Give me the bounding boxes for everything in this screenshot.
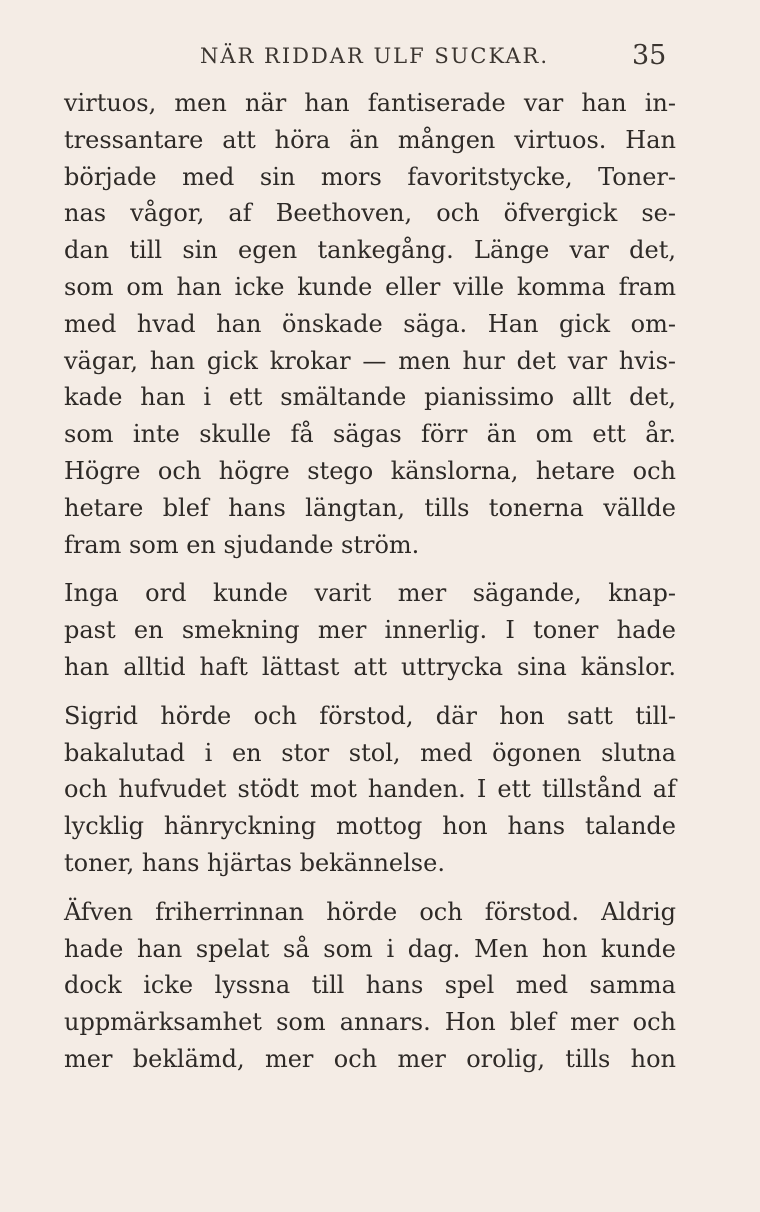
text-line: virtuos, men när han fantiserade var han in-	[64, 89, 676, 117]
text-line: tressantare att höra än mången virtuos. Han	[64, 125, 676, 154]
text-line: med hvad han önskade säga. Han gick om-	[64, 309, 676, 338]
text-line: han alltid haft lättast att uttrycka sina känslor.	[64, 652, 676, 681]
text-line: hetare blef hans längtan, tills tonerna vällde	[64, 493, 676, 522]
text-line: dan till sin egen tankegång. Länge var det,	[64, 236, 676, 265]
text-line: Inga ord kunde varit mer sägande, knap-	[64, 579, 676, 608]
text-line: lycklig hänryckning mottog hon hans talande	[64, 812, 676, 841]
text-line: nas vågor, af Beethoven, och öfvergick se-	[64, 199, 676, 228]
text-line: mer beklämd, mer och mer orolig, tills hon	[64, 1044, 676, 1073]
paragraph-gap	[64, 686, 676, 698]
text-line: och hufvudet stödt mot handen. I ett tillstånd af	[64, 775, 676, 804]
paragraph	[64, 575, 676, 685]
text-line: bakalutad i en stor stol, med ögonen slutna	[64, 738, 676, 767]
text-line: uppmärksamhet som annars. Hon blef mer och	[64, 1008, 676, 1037]
paragraph	[64, 698, 676, 882]
page-number: 35	[632, 40, 667, 71]
text-line: toner, hans hjärtas bekännelse.	[64, 848, 445, 877]
text-line: fram som en sjudande ström.	[64, 530, 420, 559]
text-line: past en smekning mer innerlig. I toner hade	[64, 616, 676, 645]
body-text	[64, 85, 676, 1078]
text-line: som om han icke kunde eller ville komma fram	[64, 272, 676, 301]
text-line: kade han i ett smältande pianissimo allt det,	[64, 383, 676, 412]
paragraph	[64, 894, 676, 1078]
paragraph-gap	[64, 882, 676, 894]
text-line: dock icke lyssna till hans spel med samma	[64, 971, 676, 1000]
running-title: NÄR RIDDAR ULF SUCKAR.	[200, 44, 549, 68]
text-line: Äfven friherrinnan hörde och förstod. Aldrig	[64, 897, 676, 926]
text-line: började med sin mors favoritstycke, Toner-	[64, 162, 676, 191]
text-line: Sigrid hörde och förstod, där hon satt till-	[64, 701, 676, 730]
text-line: Högre och högre stego känslorna, hetare och	[64, 456, 676, 485]
paragraph	[64, 85, 676, 563]
paragraph-gap	[64, 563, 676, 575]
text-line: vägar, han gick krokar — men hur det var hvis-	[64, 346, 676, 375]
text-line: som inte skulle få sägas förr än om ett år.	[64, 420, 676, 449]
text-line: hade han spelat så som i dag. Men hon kunde	[64, 934, 676, 963]
